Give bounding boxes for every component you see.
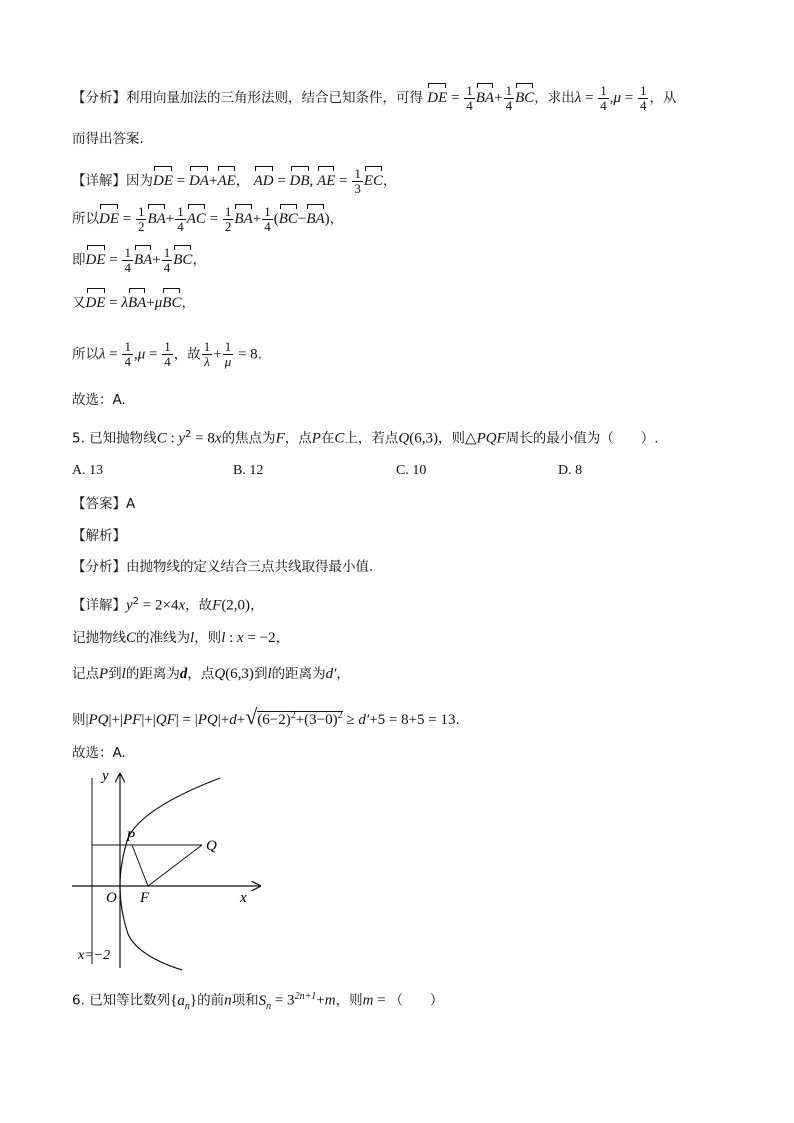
- point-p-label: P: [126, 829, 136, 845]
- q5-option-c: C. 10: [396, 463, 427, 478]
- detail-choice: 故选：A.: [72, 392, 126, 408]
- q5-option-b: B. 12: [233, 463, 264, 478]
- parabola-curve: [120, 778, 220, 970]
- origin-label: O: [106, 890, 117, 906]
- q5-option-d: D. 8: [558, 463, 583, 478]
- line-fq: [148, 845, 202, 886]
- detail-line-1: 【详解】因为DE = DA+AE， AD = DB, AE = $\frac{1}{3}$ EC，: [72, 165, 397, 196]
- analysis-tag: 【分析】: [72, 90, 126, 106]
- q5-analysis: 【分析】由抛物线的定义结合三点共线取得最小值.: [72, 559, 374, 575]
- detail-line-3: 即DE = $\frac{1}{4}$ BA+ $\frac{1}{4}$ BC，: [72, 244, 206, 275]
- q5-solution: 【解析】: [72, 528, 126, 544]
- q5-detail-3: 记点P到l的距离为d，点Q(6,3)到l的距离为d′，: [72, 666, 350, 682]
- x-label: x: [240, 890, 247, 906]
- directrix-label: x=−2: [78, 948, 111, 963]
- q6-stem: 6. 已知等比数列$\{a_n\}$的前n项和$S_n = 3^{2n+1}+m$，则m = （ ）: [72, 991, 444, 1012]
- y-label: y: [102, 768, 109, 784]
- q5-stem: 5. 已知抛物线C : $y^2 = 8x$的焦点为F，点P在C上，若点Q(6,3)，则△PQF周长的最小值为（ ）.: [72, 429, 659, 447]
- detail-line-4: 又DE = λBA+μBC，: [72, 287, 195, 313]
- q5-detail-4: 则$|PQ|+|PF|+|QF| = |PQ|+d+√(6-2)^2+(3-0)^2 \ge d'+5 = 8+5 = 13$.: [72, 704, 460, 729]
- q5-detail-1: 【详解】$y^2 = 2\times 4x$，故F(2,0)，: [72, 596, 264, 614]
- parabola-figure: [72, 768, 272, 974]
- detail-line-5: 所以λ = $\frac{1}{4}$ ,μ = $\frac{1}{4}$ ，故 $\frac{1}{\lambda}$ + $\frac{1}{\mu}$ = 8.: [72, 339, 262, 369]
- line-pf: [132, 845, 148, 886]
- detail-line-2: 所以DE = $\frac{1}{2}$ BA+ $\frac{1}{4}$ AC = $\frac{1}{2}$ BA+ $\frac{1}{4}$ (BC−BA)，: [72, 203, 344, 234]
- point-q-label: Q: [206, 838, 217, 854]
- analysis-line-1: 【分析】利用向量加法的三角形法则，结合已知条件，可得 DE = $\frac{1}{4}$ BA+ $\frac{1}{4}$ BC，求出λ = $\frac{1}{4}$ ,μ = $\frac{1}{4}$ ，从: [72, 82, 677, 113]
- q5-answer: 【答案】A: [72, 496, 136, 512]
- q5-choice: 故选：A.: [72, 745, 126, 761]
- point-f-label: F: [140, 890, 150, 906]
- q5-option-a: A. 13: [72, 463, 104, 478]
- q5-detail-2: 记抛物线C的准线为l，则l : x = −2，: [72, 630, 290, 646]
- analysis-line-2: 而得出答案.: [72, 131, 144, 147]
